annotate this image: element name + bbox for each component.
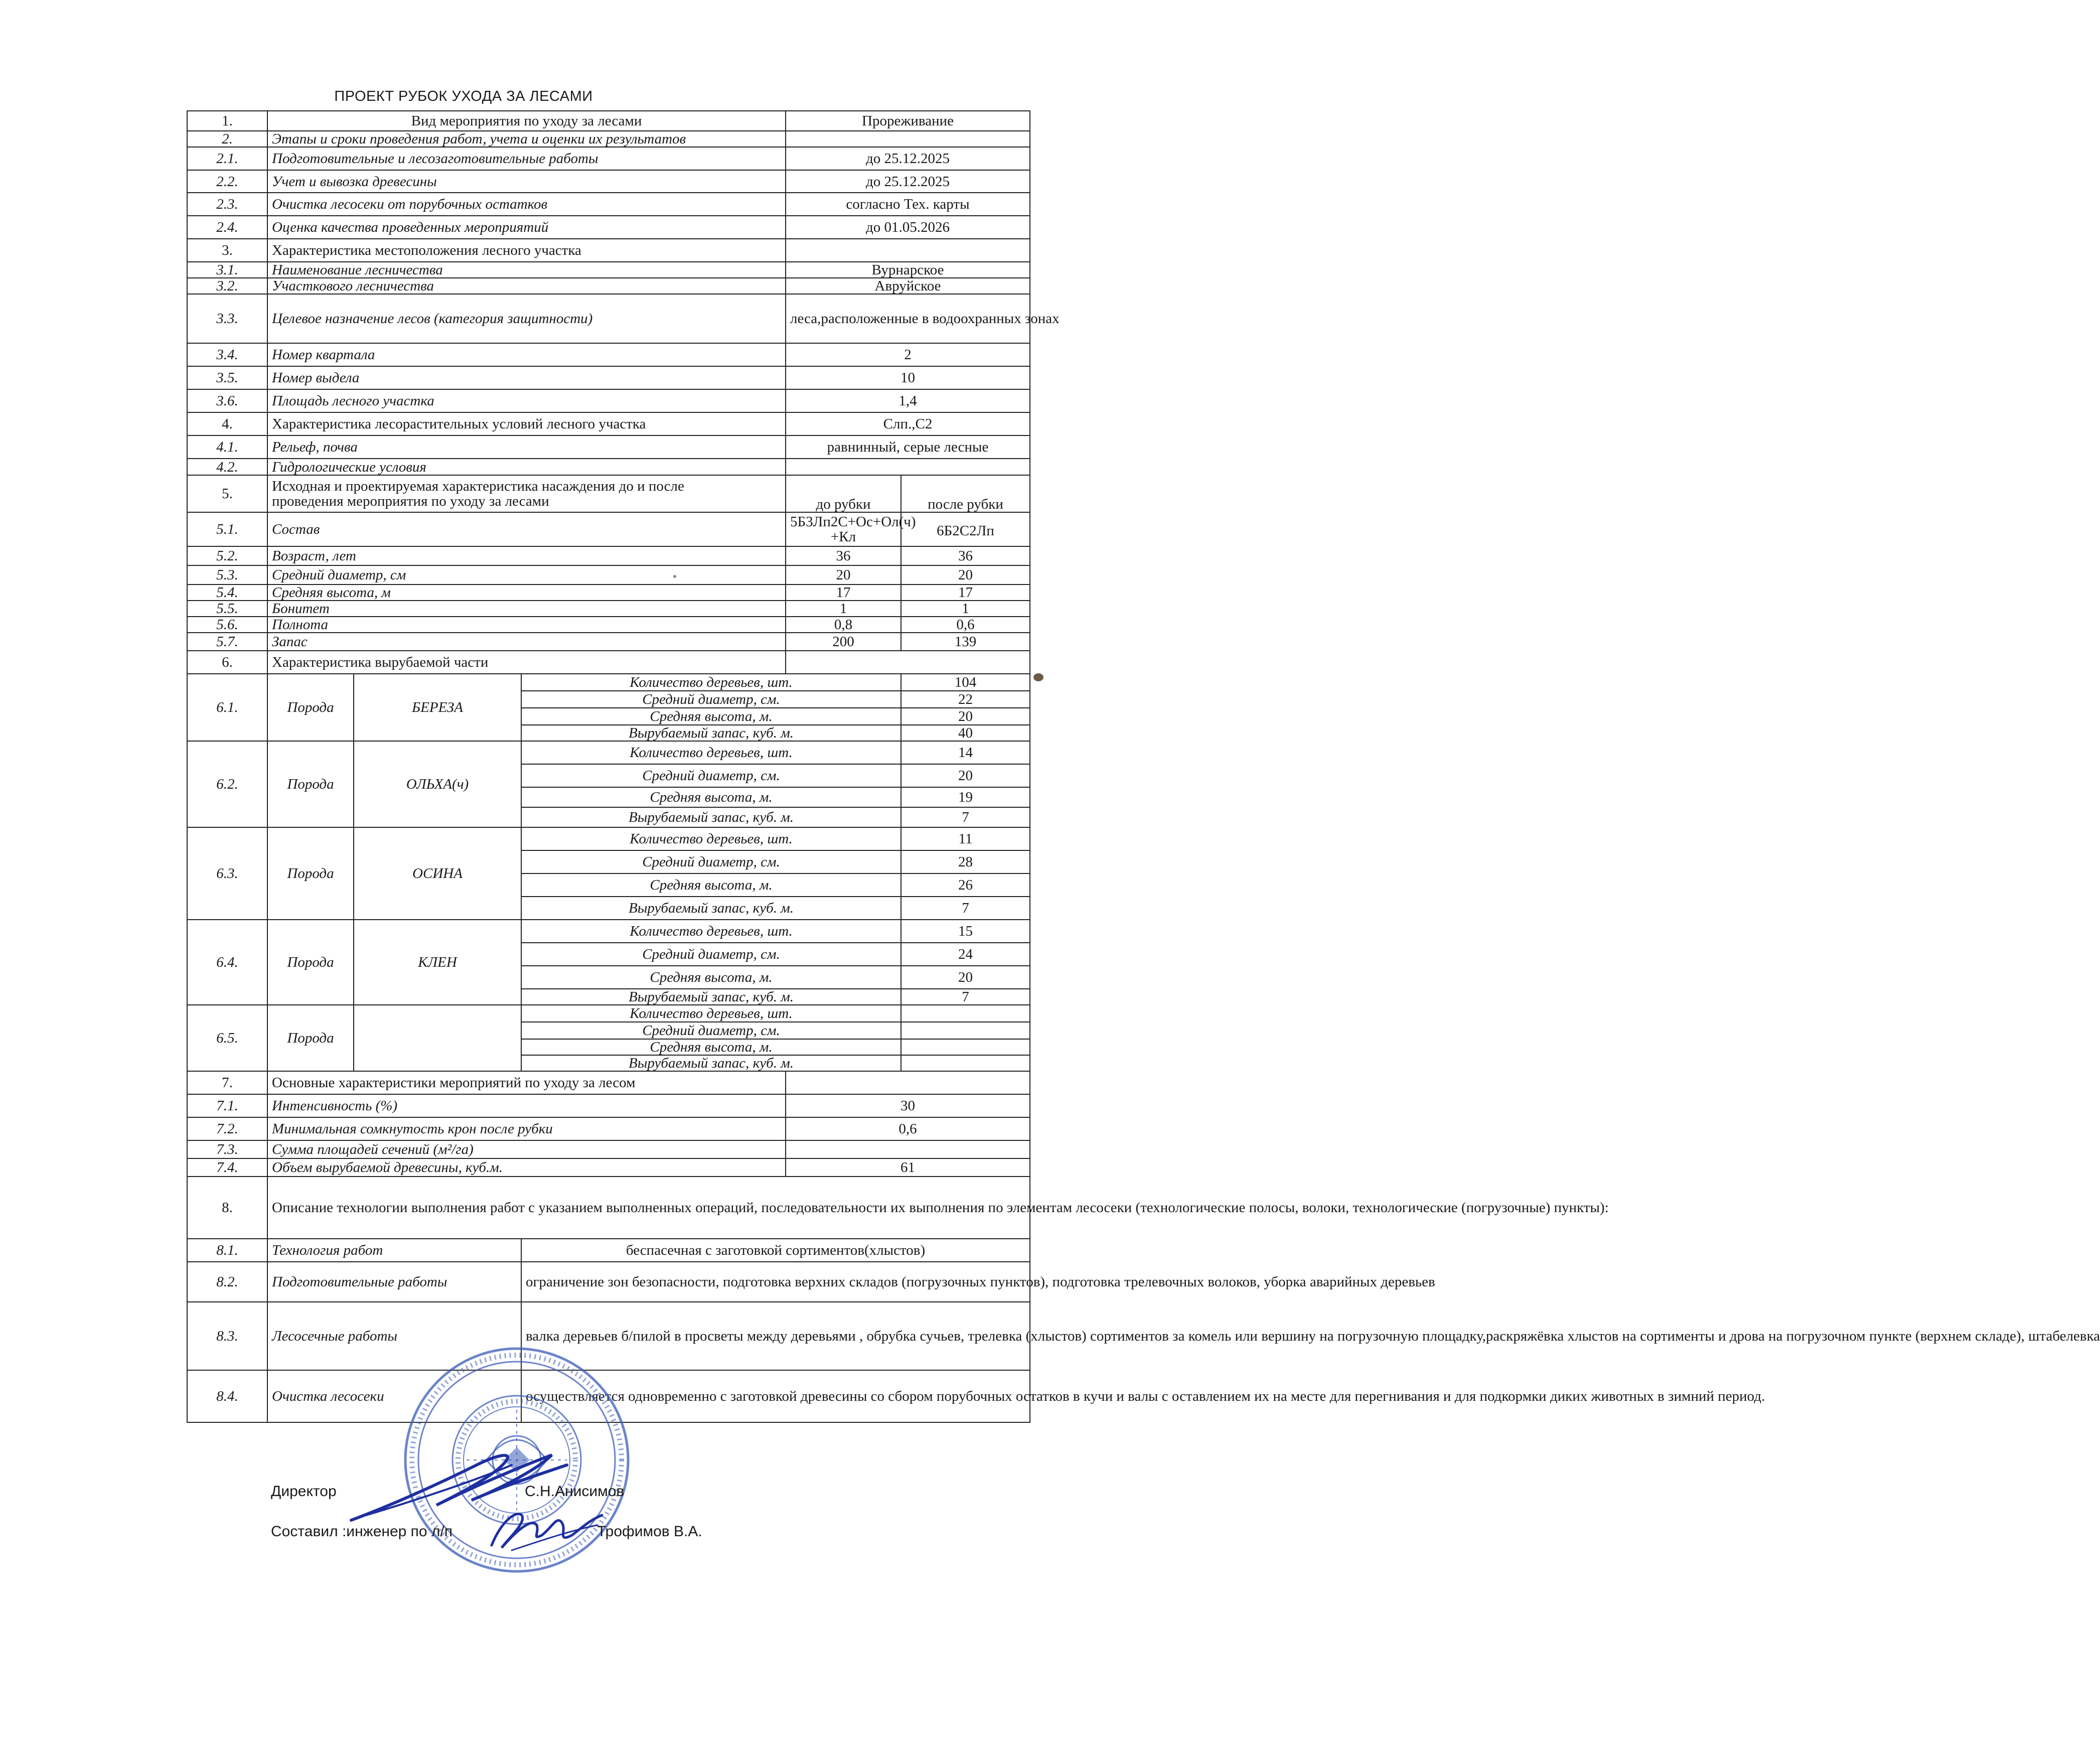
scan-speck	[673, 575, 676, 578]
row-num: 5.2.	[187, 546, 267, 565]
species-name: КЛЕН	[354, 920, 521, 1005]
row-num: 5.6.	[187, 617, 267, 633]
row-num: 8.1.	[187, 1239, 267, 1262]
metric-label: Средний диаметр, см.	[521, 943, 901, 966]
row-5-3	[187, 565, 1030, 584]
row-num: 7.2.	[187, 1117, 267, 1140]
compiler-label: Составил :инженер по л/п	[271, 1523, 453, 1540]
after-value: 20	[901, 565, 1030, 584]
metric-value: 20	[901, 708, 1030, 725]
row-value	[786, 651, 1030, 674]
row-2-4	[187, 216, 1030, 239]
row-num: 7.4.	[187, 1158, 267, 1177]
species-num: 6.2.	[187, 741, 267, 827]
metric-label: Вырубаемый запас, куб. м.	[521, 1055, 901, 1071]
row-3-2	[187, 278, 1030, 294]
species-name: БЕРЕЗА	[354, 674, 521, 741]
after-value: 36	[901, 546, 1030, 565]
before-value: 200	[786, 633, 901, 651]
row-7	[187, 1071, 1030, 1094]
row-value: 10	[786, 366, 1030, 389]
row-5	[187, 475, 1030, 512]
after-value: 17	[901, 584, 1030, 601]
row-2-3	[187, 193, 1030, 216]
row-label: Номер квартала	[267, 343, 786, 366]
row-value	[786, 459, 1030, 475]
metric-value	[901, 1005, 1030, 1022]
row-label-line1: Исходная и проектируемая характеристика насаждения до и после	[272, 478, 684, 494]
row-num: 3.1.	[187, 262, 267, 278]
row-num: 2.2.	[187, 170, 267, 193]
row-value	[786, 131, 1030, 147]
row-label: Бонитет	[267, 601, 786, 617]
metric-value: 7	[901, 807, 1030, 827]
row-3-1	[187, 262, 1030, 278]
row-7-2	[187, 1117, 1030, 1140]
species-num: 6.4.	[187, 920, 267, 1005]
row-value: Слп.,С2	[786, 412, 1030, 435]
after-value: 139	[901, 633, 1030, 651]
metric-value: 28	[901, 850, 1030, 873]
row-label: Этапы и сроки проведения работ, учета и оценки их результатов	[267, 131, 786, 147]
row-8	[187, 1177, 1030, 1239]
row-value: ограничение зон безопасности, подготовка верхних складов (погрузочных пунктов), подготовка трелевочных волоков, уборка аварийных деревьев	[521, 1262, 1030, 1302]
compiler-name: Трофимов В.А.	[597, 1523, 702, 1540]
species-num: 6.1.	[187, 674, 267, 741]
row-value: 61	[786, 1158, 1030, 1177]
metric-label: Средний диаметр, см.	[521, 764, 901, 787]
row-4	[187, 412, 1030, 435]
row-value	[786, 1140, 1030, 1158]
row-2	[187, 131, 1030, 147]
row-label: Характеристика местоположения лесного участка	[267, 239, 786, 262]
row-3-4	[187, 343, 1030, 366]
metric-value: 22	[901, 691, 1030, 708]
compiler-signature	[482, 1500, 612, 1555]
row-num: 2.4.	[187, 216, 267, 239]
row-value	[786, 239, 1030, 262]
row-value	[786, 1071, 1030, 1094]
row-num: 7.1.	[187, 1094, 267, 1117]
before-value	[786, 512, 916, 546]
metric-value: 19	[901, 787, 1030, 807]
before-value: 36	[786, 546, 901, 565]
row-value: 0,6	[786, 1117, 1030, 1140]
row-value: равнинный, серые лесные	[786, 435, 1030, 459]
scan-speck	[1033, 673, 1043, 681]
metric-label: Вырубаемый запас, куб. м.	[521, 897, 901, 920]
species-num: 6.3.	[187, 827, 267, 920]
project-table	[187, 110, 2100, 1423]
row-label: Лесосечные работы	[267, 1302, 521, 1370]
metric-value: 20	[901, 966, 1030, 989]
metric-label: Средняя высота, м.	[521, 787, 901, 807]
metric-label: Количество деревьев, шт.	[521, 741, 901, 764]
row-num: 4.	[187, 412, 267, 435]
row-value: 1,4	[786, 389, 1030, 412]
row-8-1	[187, 1239, 1030, 1262]
row-num: 5.	[187, 475, 267, 512]
row-num: 2.3.	[187, 193, 267, 216]
row-5-7	[187, 633, 1030, 651]
row-6	[187, 651, 1030, 674]
species-porod-label: Порода	[267, 920, 354, 1005]
row-num: 8.	[187, 1177, 267, 1239]
row-num: 8.2.	[187, 1262, 267, 1302]
metric-value	[901, 1055, 1030, 1071]
row-num: 3.5.	[187, 366, 267, 389]
metric-label: Вырубаемый запас, куб. м.	[521, 807, 901, 827]
row-value: Прореживание	[786, 111, 1030, 131]
row-num: 5.5.	[187, 601, 267, 617]
metric-label: Средний диаметр, см.	[521, 691, 901, 708]
row-num: 5.4.	[187, 584, 267, 601]
row-value: согласно Тех. карты	[786, 193, 1030, 216]
row-num: 4.2.	[187, 459, 267, 475]
row-num: 3.4.	[187, 343, 267, 366]
row-label: Возраст, лет	[267, 546, 786, 565]
row-label: Состав	[267, 512, 786, 546]
row-value: валка деревьев б/пилой в просветы между деревьями , обрубка сучьев, трелевка (хлыстов) сортиментов за комель или вершину на погрузочную площадку,раскряжёвка хлыстов на сортименты и дрова на погрузочном пункте (верхнем складе), штабелевка	[521, 1302, 1030, 1370]
row-label: Характеристика вырубаемой части	[267, 651, 786, 674]
row-5-5	[187, 601, 1030, 617]
species-num: 6.5.	[187, 1005, 267, 1071]
row-label-line2: проведения мероприятия по уходу за лесами	[272, 493, 549, 509]
metric-value: 24	[901, 943, 1030, 966]
row-label: Интенсивность (%)	[267, 1094, 786, 1117]
metric-label: Средняя высота, м.	[521, 1039, 901, 1055]
row-num: 5.7.	[187, 633, 267, 651]
before-value: 20	[786, 565, 901, 584]
species-name: ОСИНА	[354, 827, 521, 920]
metric-value: 7	[901, 989, 1030, 1005]
metric-label: Средний диаметр, см.	[521, 850, 901, 873]
row-num: 1.	[187, 111, 267, 131]
row-2-1	[187, 147, 1030, 170]
metric-label: Количество деревьев, шт.	[521, 674, 901, 691]
row-value: 30	[786, 1094, 1030, 1117]
row-label: Оценка качества проведенных мероприятий	[267, 216, 786, 239]
row-num: 8.3.	[187, 1302, 267, 1370]
species-name	[354, 1005, 521, 1071]
row-label: Очистка лесосеки от порубочных остатков	[267, 193, 786, 216]
row-num: 3.3.	[187, 294, 267, 343]
row-label: Средняя высота, м	[267, 584, 786, 601]
row-5-1	[187, 512, 1030, 546]
species-porod-label: Порода	[267, 1005, 354, 1071]
species-row	[187, 827, 1030, 850]
document-title: ПРОЕКТ РУБОК УХОДА ЗА ЛЕСАМИ	[334, 88, 593, 104]
row-num: 7.3.	[187, 1140, 267, 1158]
row-value: осуществляется одновременно с заготовкой древесины со сбором порубочных остатков в кучи и валы с оставлением их на месте для перегнивания и для подкормки диких животных в зимний период.	[521, 1370, 1030, 1422]
row-label: Учет и вывозка древесины	[267, 170, 786, 193]
row-7-1	[187, 1094, 1030, 1117]
row-label: Целевое назначение лесов (категория защитности)	[267, 294, 786, 343]
row-5-2	[187, 546, 1030, 565]
row-label: Подготовительные работы	[267, 1262, 521, 1302]
row-3-6	[187, 389, 1030, 412]
row-5-6	[187, 617, 1030, 633]
row-label: Минимальная сомкнутость крон после рубки	[267, 1117, 786, 1140]
row-label: Полнота	[267, 617, 786, 633]
metric-label: Средняя высота, м.	[521, 873, 901, 897]
metric-value: 40	[901, 725, 1030, 741]
metric-label: Количество деревьев, шт.	[521, 1005, 901, 1022]
row-num: 3.6.	[187, 389, 267, 412]
row-label: Характеристика лесорастительных условий лесного участка	[267, 412, 786, 435]
row-num: 3.	[187, 239, 267, 262]
row-label: Вид мероприятия по уходу за лесами	[267, 111, 786, 131]
metric-value: 20	[901, 764, 1030, 787]
metric-value: 7	[901, 897, 1030, 920]
row-label: Номер выдела	[267, 366, 786, 389]
metric-value: 11	[901, 827, 1030, 850]
metric-label: Средняя высота, м.	[521, 708, 901, 725]
before-value: 17	[786, 584, 901, 601]
metric-label: Средняя высота, м.	[521, 966, 901, 989]
species-porod-label: Порода	[267, 674, 354, 741]
row-num: 3.2.	[187, 278, 267, 294]
row-num: 2.1.	[187, 147, 267, 170]
species-porod-label: Порода	[267, 827, 354, 920]
row-value: 2	[786, 343, 1030, 366]
director-label: Директор	[271, 1483, 337, 1500]
row-label: Гидрологические условия	[267, 459, 786, 475]
metric-value: 104	[901, 674, 1030, 691]
header-before: до рубки	[786, 475, 901, 512]
metric-label: Вырубаемый запас, куб. м.	[521, 989, 901, 1005]
row-7-3	[187, 1140, 1030, 1158]
row-label: Подготовительные и лесозаготовительные работы	[267, 147, 786, 170]
row-num: 5.3.	[187, 565, 267, 584]
metric-value	[901, 1022, 1030, 1039]
row-3-3	[187, 294, 1030, 343]
species-row	[187, 674, 1030, 691]
row-label: Запас	[267, 633, 786, 651]
before-value: 1	[786, 601, 901, 617]
before-line1: 5Б3Лп2С+Ос+Ол(ч)	[790, 514, 916, 530]
row-3-5	[187, 366, 1030, 389]
before-value: 0,8	[786, 617, 901, 633]
species-name: ОЛЬХА(ч)	[354, 741, 521, 827]
row-7-4	[187, 1158, 1030, 1177]
row-value: до 25.12.2025	[786, 170, 1030, 193]
metric-label: Количество деревьев, шт.	[521, 920, 901, 943]
director-name: С.Н.Анисимов	[525, 1483, 625, 1500]
row-num: 5.1.	[187, 512, 267, 546]
header-after: после рубки	[901, 475, 1030, 512]
row-value: до 01.05.2026	[786, 216, 1030, 239]
row-num: 4.1.	[187, 435, 267, 459]
metric-value: 15	[901, 920, 1030, 943]
row-label: Наименование лесничества	[267, 262, 786, 278]
row-label: Основные характеристики мероприятий по уходу за лесом	[267, 1071, 786, 1094]
row-value: леса,расположенные в водоохранных зонах	[786, 294, 1030, 343]
row-value: Вурнарское	[786, 262, 1030, 278]
row-label: Рельеф, почва	[267, 435, 786, 459]
after-value: 0,6	[901, 617, 1030, 633]
metric-value	[901, 1039, 1030, 1055]
row-num: 7.	[187, 1071, 267, 1094]
row-8-2	[187, 1262, 1030, 1302]
row-label: Технология работ	[267, 1239, 521, 1262]
row-num: 8.4.	[187, 1370, 267, 1422]
metric-label: Вырубаемый запас, куб. м.	[521, 725, 901, 741]
row-1	[187, 111, 1030, 131]
row-num: 2.	[187, 131, 267, 147]
after-value: 1	[901, 601, 1030, 617]
species-porod-label: Порода	[267, 741, 354, 827]
row-label: Объем вырубаемой древесины, куб.м.	[267, 1158, 786, 1177]
row-4-2	[187, 459, 1030, 475]
row-label: Очистка лесосеки	[267, 1370, 521, 1422]
species-row	[187, 1005, 1030, 1022]
after-value: 6Б2С2Лп	[901, 512, 1030, 546]
row-value: беспасечная с заготовкой сортиментов(хлыстов)	[521, 1239, 1030, 1262]
metric-value: 14	[901, 741, 1030, 764]
species-row	[187, 920, 1030, 943]
row-label: Сумма площадей сечений (м²/га)	[267, 1140, 786, 1158]
row-description: Описание технологии выполнения работ с указанием выполненных операций, последовательности их выполнения по элементам лесосеки (технологические полосы, волоки, технологические (погрузочные) пункты):	[267, 1177, 1030, 1239]
metric-value: 26	[901, 873, 1030, 897]
before-line2: +Кл	[830, 529, 856, 545]
row-label: Участкового лесничества	[267, 278, 786, 294]
row-2-2	[187, 170, 1030, 193]
row-4-1	[187, 435, 1030, 459]
metric-label: Средний диаметр, см.	[521, 1022, 901, 1039]
species-row	[187, 741, 1030, 764]
row-num: 6.	[187, 651, 267, 674]
row-label	[267, 475, 786, 512]
row-3	[187, 239, 1030, 262]
row-value: до 25.12.2025	[786, 147, 1030, 170]
row-value: Авруйское	[786, 278, 1030, 294]
metric-label: Количество деревьев, шт.	[521, 827, 901, 850]
row-label: Средний диаметр, см	[267, 565, 786, 584]
row-5-4	[187, 584, 1030, 601]
row-label: Площадь лесного участка	[267, 389, 786, 412]
